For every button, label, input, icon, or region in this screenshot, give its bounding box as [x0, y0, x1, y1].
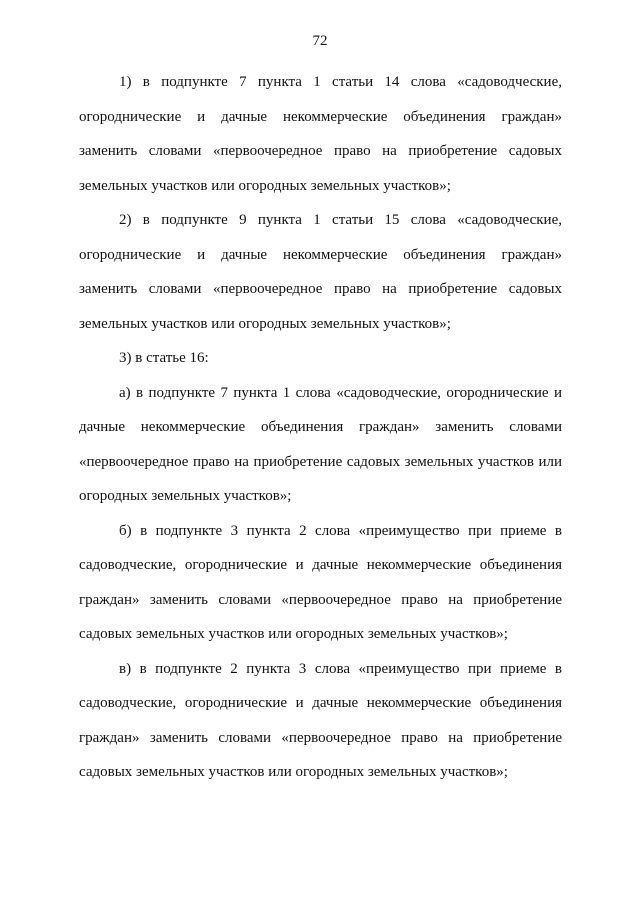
paragraph-item-3: 3) в статье 16:: [119, 350, 209, 366]
paragraph-item-3v: в) в подпункте 2 пункта 3 слова «преимущество при приеме в садоводческие, огороднические и дачные некоммерческие объединения граждан» заменить словами «первоочередное право на приобретение садовых земельных участков или огородных земельных участков»;: [79, 660, 562, 780]
paragraph-item-2: 2) в подпункте 9 пункта 1 статьи 15 слова «садоводческие, огороднические и дачные некоммерческие объединения граждан» заменить словами «первоочередное право на приобретение садовых земельных участков или огородных земельных участков»;: [79, 212, 562, 332]
paragraph-item-1: 1) в подпункте 7 пункта 1 статьи 14 слова «садоводческие, огороднические и дачные некоммерческие объединения граждан» заменить словами «первоочередное право на приобретение садовых земельных участков или огородных земельных участков»;: [79, 74, 562, 194]
document-body: [79, 65, 562, 790]
paragraph-item-3a: а) в подпункте 7 пункта 1 слова «садоводческие, огороднические и дачные некоммерческие объединения граждан» заменить словами «первоочередное право на приобретение садовых земельных участков или огородных земельных участков»;: [79, 384, 562, 504]
page-number: 72: [312, 33, 328, 49]
paragraph-item-3b: б) в подпункте 3 пункта 2 слова «преимущество при приеме в садоводческие, огороднические и дачные некоммерческие объединения граждан» заменить словами «первоочередное право на приобретение садовых земельных участков или огородных земельных участков»;: [79, 522, 562, 642]
